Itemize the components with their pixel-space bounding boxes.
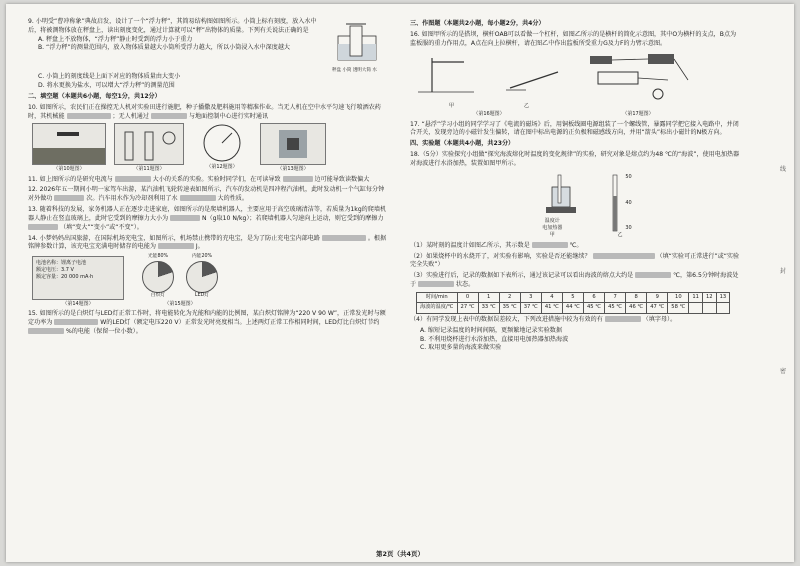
q15-text-b: W的LED灯（额定电压220 V）正常发光时亮度相当。上述两灯正常工作相同时间，LED灯比白炽灯节约 [100,319,380,327]
q18-1-text: （1）某时刻的温度计如图乙所示，其示数是 [410,241,530,249]
section-drawing-title: 三、作图题（本题共2小题，每小题2分，共4分） [410,20,545,27]
fig17-caption: （第17题图） [622,111,654,118]
fig12-caption: （第12题图） [206,164,238,171]
q15-text: 15. 如图所示的是白炽灯与LED灯正常工作时，将电能转化为光能和内能的比例图，某白炽灯铭牌为“220 V 90 W”，正常发光时与额定功率为 [28,310,386,327]
pie1-top-label: 光能80% [147,254,169,260]
question-18: 18.（5分）实验探究小组做“探究海波熔化时温度的变化规律”的实验，研究对象是熔点约为48 ℃的“海波”，使用电加热器对海波进行水浴加热，装置如图甲所示。 [410,151,740,167]
pie-incandescent [142,254,174,300]
right-column [410,18,740,353]
q10-text-b: ；无人机通过 [112,112,149,120]
drone-photo [32,123,106,165]
answer-blank[interactable] [593,253,655,259]
pie1-chart [142,261,174,293]
battery-name: 电池名称：锂离子电池 [36,260,87,267]
left-column [28,18,388,339]
page-footer: 第2页（共4页） [375,550,425,558]
answer-blank[interactable] [283,176,313,182]
answer-blank[interactable] [28,224,58,230]
q18-4-text-b: （填字母）。 [642,315,677,323]
fig18-thermometer [608,174,631,239]
circuit-experiment-figure [114,123,184,165]
answer-blank[interactable] [418,281,454,287]
fig16-wrap [414,52,564,118]
table-cell: 33 ℃ [478,303,499,314]
fig15-caption: （第15题图） [164,301,196,308]
answer-blank[interactable] [54,319,98,325]
tick-label: 50 [625,174,632,181]
table-cell: 5 [562,292,583,303]
q11-text-c: 边可能导致读数偏大 [314,175,370,183]
table-cell: 8 [626,292,647,303]
question-15 [28,310,388,336]
table-cell: 45 ℃ [605,303,626,314]
q11-text: 11. 如上图所示的是研究电流与 [28,175,113,183]
table-cell: 58 ℃ [668,303,689,314]
tick-label: 30 [625,225,632,232]
q9-figure [332,18,388,73]
energy-pies [142,254,218,300]
margin-mark-seal: 封 [779,268,786,275]
table-cell: 9 [647,292,668,303]
answer-blank[interactable] [28,328,64,334]
question-12 [28,186,388,204]
fig17-wrap [578,50,698,118]
thermometer-scale [608,174,631,232]
fig10-wrap [32,123,106,173]
table-cell: 47 ℃ [647,303,668,314]
fig18-apparatus [522,171,582,240]
fig13-caption: （第13题图） [277,166,309,173]
table-cell: 13 [716,292,730,303]
q18-3-text-c: 状态。 [455,281,475,289]
answer-blank[interactable] [322,235,366,241]
fig16-caption: （第16题图） [473,111,505,118]
margin-mark-line: 线 [779,166,786,173]
q18-2-text: （2）如果烧杯中的水烧开了，对实验有影响，实验是否还能继续？ [410,252,591,260]
data-table [416,292,730,314]
section-experiment-title: 四、实验题（本题共4小题，共23分） [410,140,515,148]
q12-text-b: 次。汽车用水作为冷却剂利用了水 [86,195,178,203]
answer-blank[interactable] [54,195,84,201]
margin-mark-secret: 密 [779,368,786,375]
table-cell: 46 ℃ [626,303,647,314]
pie2-name: LED灯 [194,293,210,299]
q18-1-unit: ℃。 [569,241,583,249]
table-cell: 44 ℃ [562,303,583,314]
power-bank-label [32,256,124,300]
fig18-label-heater: 电加热器 [542,225,563,232]
answer-blank[interactable] [170,215,200,221]
exam-page [6,4,794,562]
table-cell: 1 [478,292,499,303]
table-cell [689,303,703,314]
q12-text-c: 大的性质。 [217,195,248,203]
q11-text-b: 大小的关系的实验。实验时同学们，在可读导致 [152,175,281,183]
question-14 [28,235,388,253]
pie2-chart [186,261,218,293]
fig9-label-cylinder: 透明大筒 [352,67,371,73]
table-cell: 2 [499,292,520,303]
question-18-3 [410,272,740,290]
tick-label: 40 [625,199,632,206]
q18-3-text-b: ℃，第6.5分钟时海波处于 [410,272,739,289]
q15-text-c: %的电能（保留一位小数）。 [65,328,142,336]
table-row-time [417,292,730,303]
table-cell: 3 [520,292,541,303]
answer-blank[interactable] [180,195,216,201]
window-robot-photo [260,123,326,165]
q10-text: 10. 如图所示，农民们正在操控无人机对实验田进行施肥，种子播撒及肥料施用等精准作业。当无人机在空中水平匀速飞行喷洒农药时，其机械能 [28,103,381,120]
q18-option-c: C. 取用更多量的海波来做实验 [420,344,502,352]
battery-voltage: 额定电压：3.7 V [36,267,74,274]
q9-option-d: D. 将水更换为盐水，可以增大“浮力秤”的测量范围 [38,82,175,90]
table-cell: 0 [457,292,478,303]
question-10 [28,104,388,122]
answer-blank[interactable] [532,242,568,248]
pie1-name: 白炽灯 [150,293,166,299]
battery-capacity: 额定容量：20 000 mA·h [36,274,94,281]
table-cell: 37 ℃ [520,303,541,314]
question-17: 17. “悬浮”学习小组的同学学习了《电流的磁场》后，用铜板线圈电源组装了一个螺线管，暴露同学把它接入电路中，并闭合开关，发现旁边的小磁针发生偏转，请在图中标出电源的正负极和磁感线方向，并用“箭头”标出小磁针的N极方向。 [410,120,739,137]
solenoid-circuit-diagram [578,50,698,106]
q14-text-c: J。 [195,243,204,251]
q10-text-c: 与地面控制中心进行实时通讯 [188,112,269,120]
q18-option-b: B. 不利用烧杯进行水浴加热，直接用电加热器加热海波 [420,335,569,343]
fig13-wrap [260,123,326,173]
table-cell [716,303,730,314]
fig14-wrap [32,256,124,308]
fig18-caption-a: 甲 [549,232,555,239]
question-18-2 [410,253,740,271]
q9-option-c: C. 小筒上的刻度线是上面下对应的物体质量由大变小 [38,73,181,81]
q18-option-a: A. 缩短记录温度的时间间隔，更频繁地记录实验数据 [420,326,562,334]
fig18-caption-b: 乙 [617,232,623,239]
thermometer-icon [608,174,622,232]
fig16-caption-b: 乙 [523,103,529,110]
fig16-sub-captions [414,103,564,110]
float-scale-diagram [332,18,388,64]
table-cell: 时间/min [417,292,458,303]
fig9-label-pan: 秤盘 [332,67,341,73]
table-cell: 45 ℃ [583,303,604,314]
table-cell: 27 ℃ [457,303,478,314]
fig15-wrap [142,254,218,308]
q9-stem: 9. 小明受“曹冲称象”典故启发，设计了一个“浮力秤”，其简易结构图如图所示。小筒上标有刻度，放入水中后，将被测物体放在秤盘上，读出刻度变化，通过计算就可以“秤”出物体的质量。下列有关说法正确的是 [28,18,317,34]
q13-text: 13. 随着科技的发展，家务机器人正在逐步走进家庭，如图所示的是爬墙机器人，主要应用于高空玻璃清洁等，若质量为1kg的爬墙机器人静止在竖直玻璃上，此时它受到的摩擦力大小为 [28,206,387,222]
table-cell: 6 [583,292,604,303]
table-cell: 海波的温度/℃ [417,303,458,314]
fig11-wrap [114,123,184,173]
q18-2-text-b: （填“实验可正常进行”或“实验完全失败”） [410,252,740,269]
table-cell: 41 ℃ [541,303,562,314]
pie2-top-label: 内能20% [191,254,213,260]
table-cell: 35 ℃ [499,303,520,314]
table-cell: 11 [689,292,703,303]
table-cell [702,303,716,314]
fig18-label-thermometer: 温度计 [544,217,560,224]
question-18-4 [410,316,740,325]
q13-text-c: （填“变大”“变小”或“不变”）。 [59,223,143,231]
table-cell: 10 [668,292,689,303]
question-13 [28,206,388,232]
fig9-label-water: 水 [372,67,377,73]
question-18-1 [410,242,740,251]
fig14-caption: （第14题图） [62,301,94,308]
water-bath-apparatus [522,171,582,215]
figures-14-15 [32,254,388,308]
answer-blank[interactable] [115,176,151,182]
fig9-label-tube: 小筒 [342,67,352,73]
q18-4-text: （4）有同学发现上表中的数据误差较大，下列改进措施中较为有效的有 [410,315,603,323]
figures-10-13 [32,123,388,173]
q14-text-b: 。根据铭牌参数计算，该充电宝充满电时储存的电能为 [28,234,387,251]
q18-3-text: （3）实验进行后，记录的数据如下表所示，通过该记录可以看出海波的熔点大约是 [410,272,634,280]
q13-text-b: N（g取10 N/kg）；若爬墙机器人匀速向上运动，则它受到的摩擦力 [202,214,384,222]
answer-blank[interactable] [605,316,641,322]
question-16: 16. 如图甲所示的是搭坝，横杆OAB可以看做一个杠杆，如图乙所示的是横杆的简化示意图，其中O为横杆的支点，B点为监板服的重力作用点，A点在向上拉横杆，请在图乙中作出监板所受重力G及力F的力臂示意图。 [410,30,737,47]
fig11-caption: （第11题图） [133,166,165,173]
question-9 [28,18,388,91]
q12-text: 12. 2026年五一期间小明一家驾车出游，某汽油机飞轮转速表如图所示，汽车的发动机是四冲程汽油机，此时发动机一个气缸每分钟对外做功 [28,186,385,203]
answer-blank[interactable] [67,113,111,119]
fig10-caption: （第10题图） [53,166,85,173]
pie-led [186,254,218,300]
table-cell: 12 [702,292,716,303]
q9-option-b: B. “浮力秤”的测量范围内，放入物体质量越大小筒所受浮力越大，所以小筒浸入水中深度越大 [38,44,291,52]
fig16-caption-a: 甲 [448,103,454,110]
q14-text: 14. 小梦妈妈出国旅游，在国际机场充电宝，如图所示，机场禁止携带的充电宝，是为了防止充电宝内部电路 [28,234,320,242]
figures-16-17 [414,50,740,118]
q9-option-a: A. 秤盘上不放物体，“浮力秤”静止时受到的浮力小于重力 [38,35,193,43]
lever-diagram [414,52,564,98]
answer-blank[interactable] [158,243,194,249]
table-cell: 4 [541,292,562,303]
fig12-wrap [192,123,252,173]
answer-blank[interactable] [635,272,671,278]
table-cell: 7 [605,292,626,303]
table-row-temperature [417,303,730,314]
section-fill-blank-title: 二、填空题（本题共6小题，每空1分，共12分） [28,92,161,100]
thermometer-ticks [625,174,631,232]
question-11 [28,176,388,185]
tachometer-figure [192,123,252,163]
figure-18 [414,171,740,240]
answer-blank[interactable] [151,113,187,119]
